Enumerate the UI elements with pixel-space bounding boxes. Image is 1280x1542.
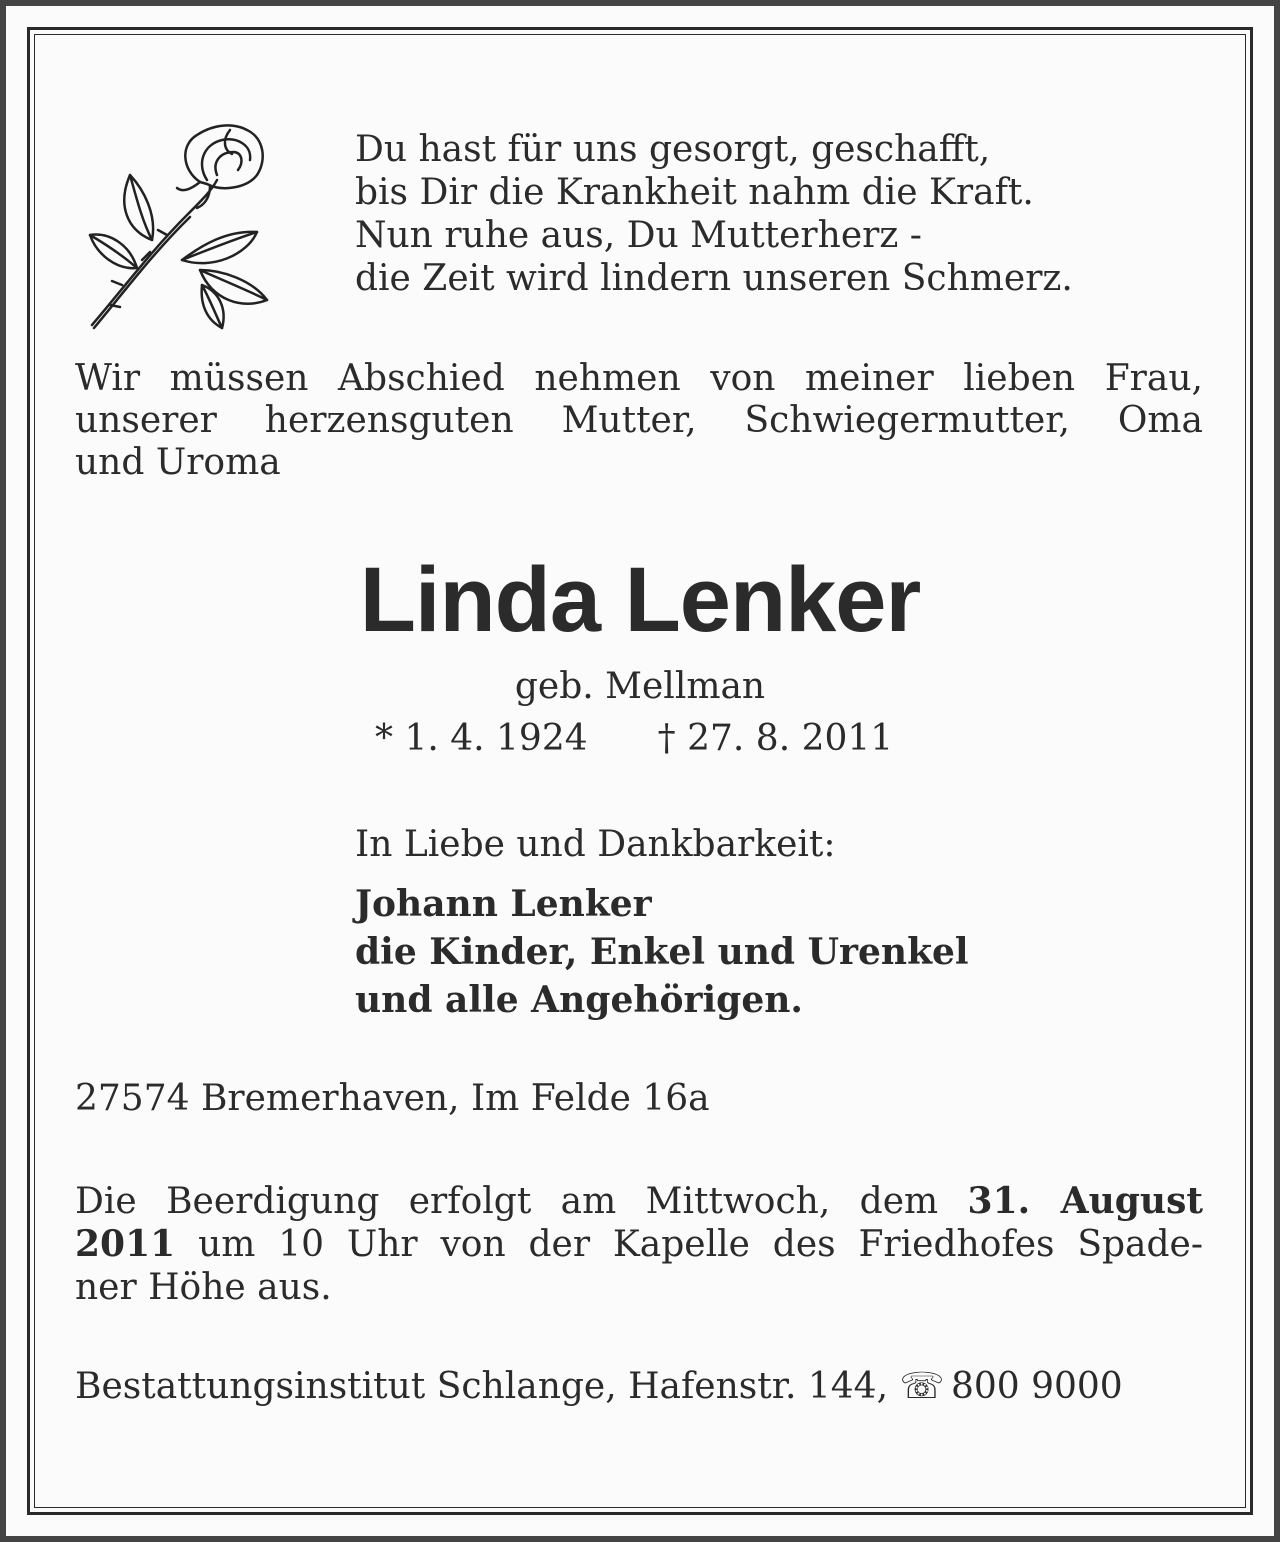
- deceased-name: Linda Lenker: [359, 549, 921, 651]
- mourner-name: die Kinder, Enkel und Urenkel: [355, 931, 969, 973]
- undertaker-phone: 800 9000: [950, 1366, 1123, 1407]
- funeral-line: [75, 1180, 1203, 1223]
- intro-text: [75, 358, 1203, 484]
- poem-line: Nun ruhe aus, Du Mutterherz -: [355, 215, 922, 256]
- funeral-text: Die Beerdigung erfolgt am Mittwoch, dem: [75, 1181, 939, 1222]
- funeral-info: [75, 1180, 1203, 1309]
- mourner-name: und alle Angehörigen.: [355, 979, 803, 1021]
- death-date: † 27. 8. 2011: [657, 718, 894, 759]
- poem: [355, 128, 1073, 300]
- funeral-text: um 10 Uhr von der Kapelle des Friedhofes Spade-: [198, 1224, 1203, 1265]
- telephone-icon: ☏: [899, 1366, 945, 1407]
- mourners-list: [355, 880, 969, 1024]
- poem-line: die Zeit wird lindern unseren Schmerz.: [355, 258, 1073, 299]
- undertaker-info: [75, 1366, 1123, 1407]
- funeral-line: ner Höhe aus.: [75, 1267, 332, 1308]
- address: 27574 Bremerhaven, Im Felde 16a: [75, 1078, 710, 1119]
- funeral-line: [75, 1223, 1203, 1266]
- poem-line: Du hast für uns gesorgt, geschafft,: [355, 129, 991, 170]
- funeral-date: 31. August: [967, 1180, 1203, 1222]
- funeral-year: 2011: [75, 1223, 176, 1265]
- rose-icon: [82, 120, 282, 335]
- maiden-name: geb. Mellman: [514, 666, 766, 707]
- poem-line: bis Dir die Krankheit nahm die Kraft.: [355, 172, 1034, 213]
- undertaker-text: Bestattungsinstitut Schlange, Hafenstr. 144,: [75, 1366, 889, 1407]
- intro-line: unserer herzensguten Mutter, Schwiegermutter, Oma: [75, 400, 1203, 441]
- mourners-heading: In Liebe und Dankbarkeit:: [355, 824, 836, 865]
- intro-line: und Uroma: [75, 442, 281, 483]
- birth-date: * 1. 4. 1924: [375, 718, 588, 759]
- mourner-name: Johann Lenker: [355, 883, 652, 925]
- life-dates: [375, 718, 893, 759]
- intro-line: Wir müssen Abschied nehmen von meiner lieben Frau,: [75, 358, 1203, 399]
